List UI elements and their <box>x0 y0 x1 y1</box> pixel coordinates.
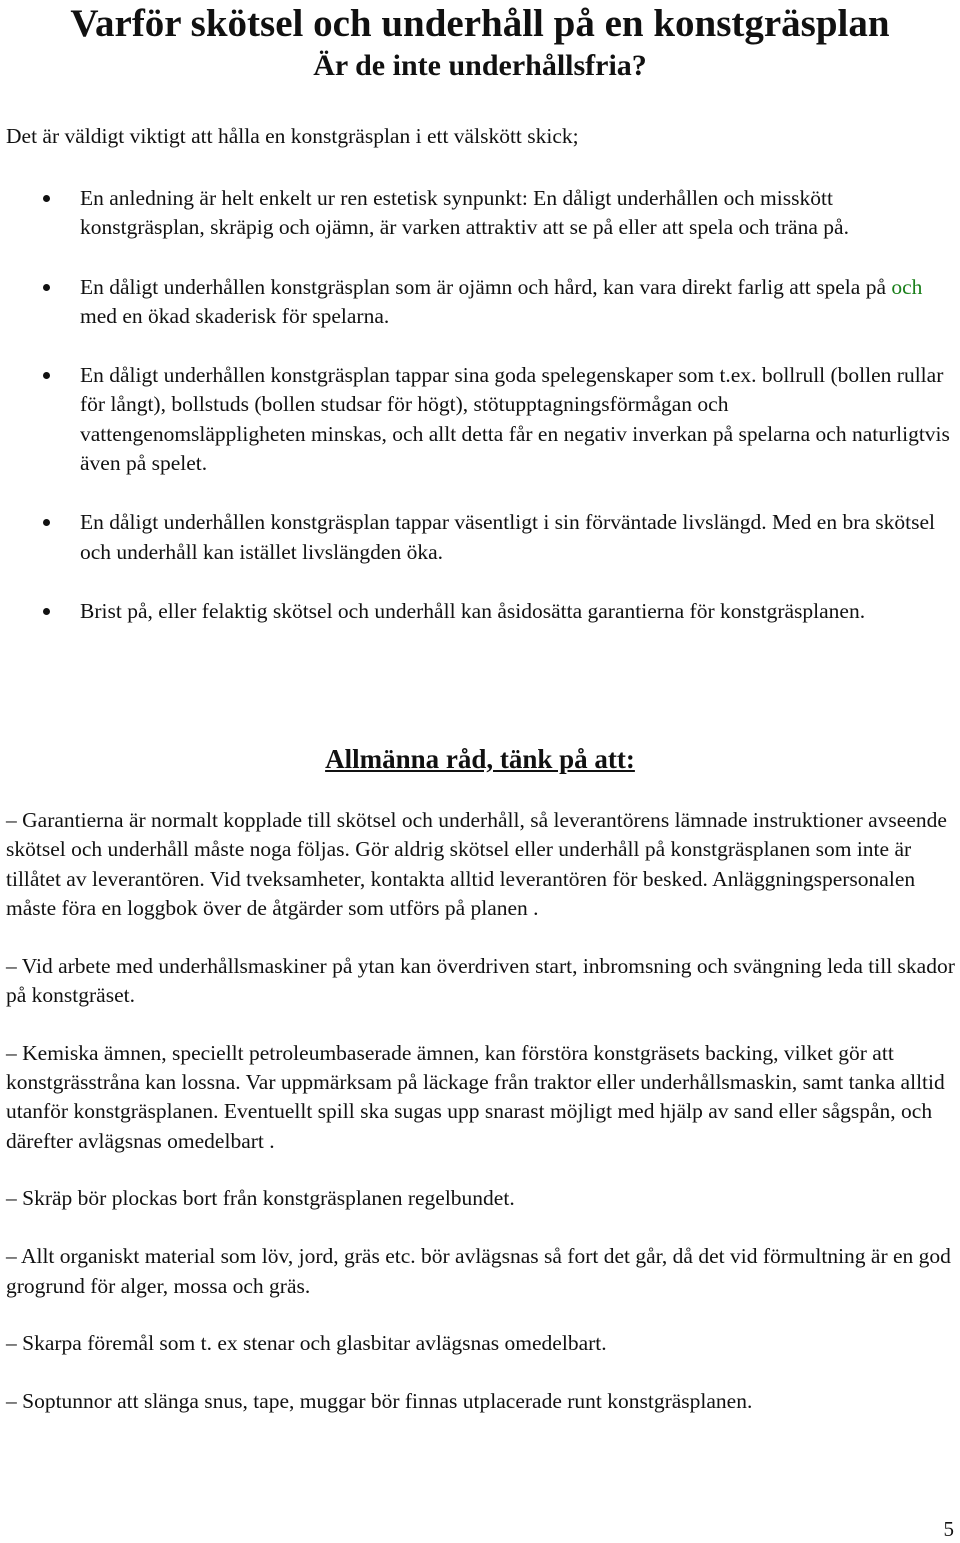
list-item-text: En dåligt underhållen konstgräsplan tappar väsentligt i sin förväntade livslängd. Med en bra skötsel och underhåll kan istället livslängden öka. <box>80 510 936 564</box>
bullet-icon <box>43 519 50 526</box>
advice-list <box>6 806 956 1416</box>
advice-item: – Skarpa föremål som t. ex stenar och glasbitar avlägsnas omedelbart. <box>6 1331 607 1356</box>
list-item-text-part: En dåligt underhållen konstgräsplan som är ojämn och hård, kan vara direkt farlig att spela på <box>80 274 892 299</box>
list-item <box>0 184 960 243</box>
bullet-icon <box>43 284 50 291</box>
intro-paragraph: Det är väldigt viktigt att hålla en konstgräsplan i ett välskött skick; <box>6 124 579 148</box>
list-item-text-part: med en ökad skaderisk för spelarna. <box>80 303 390 328</box>
reasons-list <box>0 184 960 626</box>
list-item <box>0 597 960 626</box>
list-item <box>0 361 960 478</box>
advice-heading: Allmänna råd, tänk på att: <box>325 744 635 774</box>
list-item-text: En dåligt underhållen konstgräsplan tappar sina goda spelegenskaper som t.ex. bollrull (bollen rullar för långt), bollstuds (bollen studsar för högt), stötupptagningsförmågan och vattengenomsläppligheten minskas, och allt detta får en negativ inverkan på spelarna och naturligtvis även på spelet. <box>80 363 950 476</box>
advice-item: – Vid arbete med underhållsmaskiner på ytan kan överdriven start, inbromsning och svängning leda till skador på konstgräset. <box>6 953 955 1007</box>
page-subtitle: Är de inte underhållsfria? <box>313 49 647 82</box>
advice-item: – Skräp bör plockas bort från konstgräsplanen regelbundet. <box>6 1186 515 1211</box>
advice-item: – Soptunnor att slänga snus, tape, muggar bör finnas utplacerade runt konstgräsplanen. <box>6 1389 753 1414</box>
advice-item: – Garantierna är normalt kopplade till skötsel och underhåll, så leverantörens lämnade instruktioner avseende skötsel och underhåll måste noga följas. Gör aldrig skötsel eller underhåll på konstgräsplanen som inte är tillåtet av leverantören. Vid tveksamheter, kontakta alltid leverantören för besked. Anläggningspersonalen måste föra en loggbok över de åtgärder som utförs på planen . <box>6 808 947 920</box>
bullet-icon <box>43 372 50 379</box>
advice-item: – Allt organiskt material som löv, jord, gräs etc. bör avlägsnas så fort det går, då det vid förmultning är en god grogrund för alger, mossa och gräs. <box>6 1244 951 1298</box>
bullet-icon <box>43 195 50 202</box>
list-item-text: Brist på, eller felaktig skötsel och underhåll kan åsidosätta garantierna för konstgräsplanen. <box>80 598 866 623</box>
page-title: Varför skötsel och underhåll på en konstgräsplan <box>70 2 890 45</box>
bullet-icon <box>43 608 50 615</box>
page-number: 5 <box>943 1517 954 1541</box>
advice-item: – Kemiska ämnen, speciellt petroleumbaserade ämnen, kan förstöra konstgräsets backing, vilket gör att konstgrässtråna kan lossna. Var uppmärksam på läckage från traktor eller underhållsmaskin, samt tanka alltid utanför konstgräsplanen. Eventuellt spill ska sugas upp snarast möjligt med hjälp av sand eller sågspån, och därefter avlägsnas omedelbart . <box>6 1040 945 1153</box>
highlighted-word: och <box>891 274 923 299</box>
list-item-text: En anledning är helt enkelt ur ren estetisk synpunkt: En dåligt underhållen och misskött konstgräsplan, skräpig och ojämn, är varken attraktiv att se på eller att spela och träna på. <box>80 186 849 240</box>
list-item <box>0 273 960 332</box>
list-item <box>0 508 960 567</box>
